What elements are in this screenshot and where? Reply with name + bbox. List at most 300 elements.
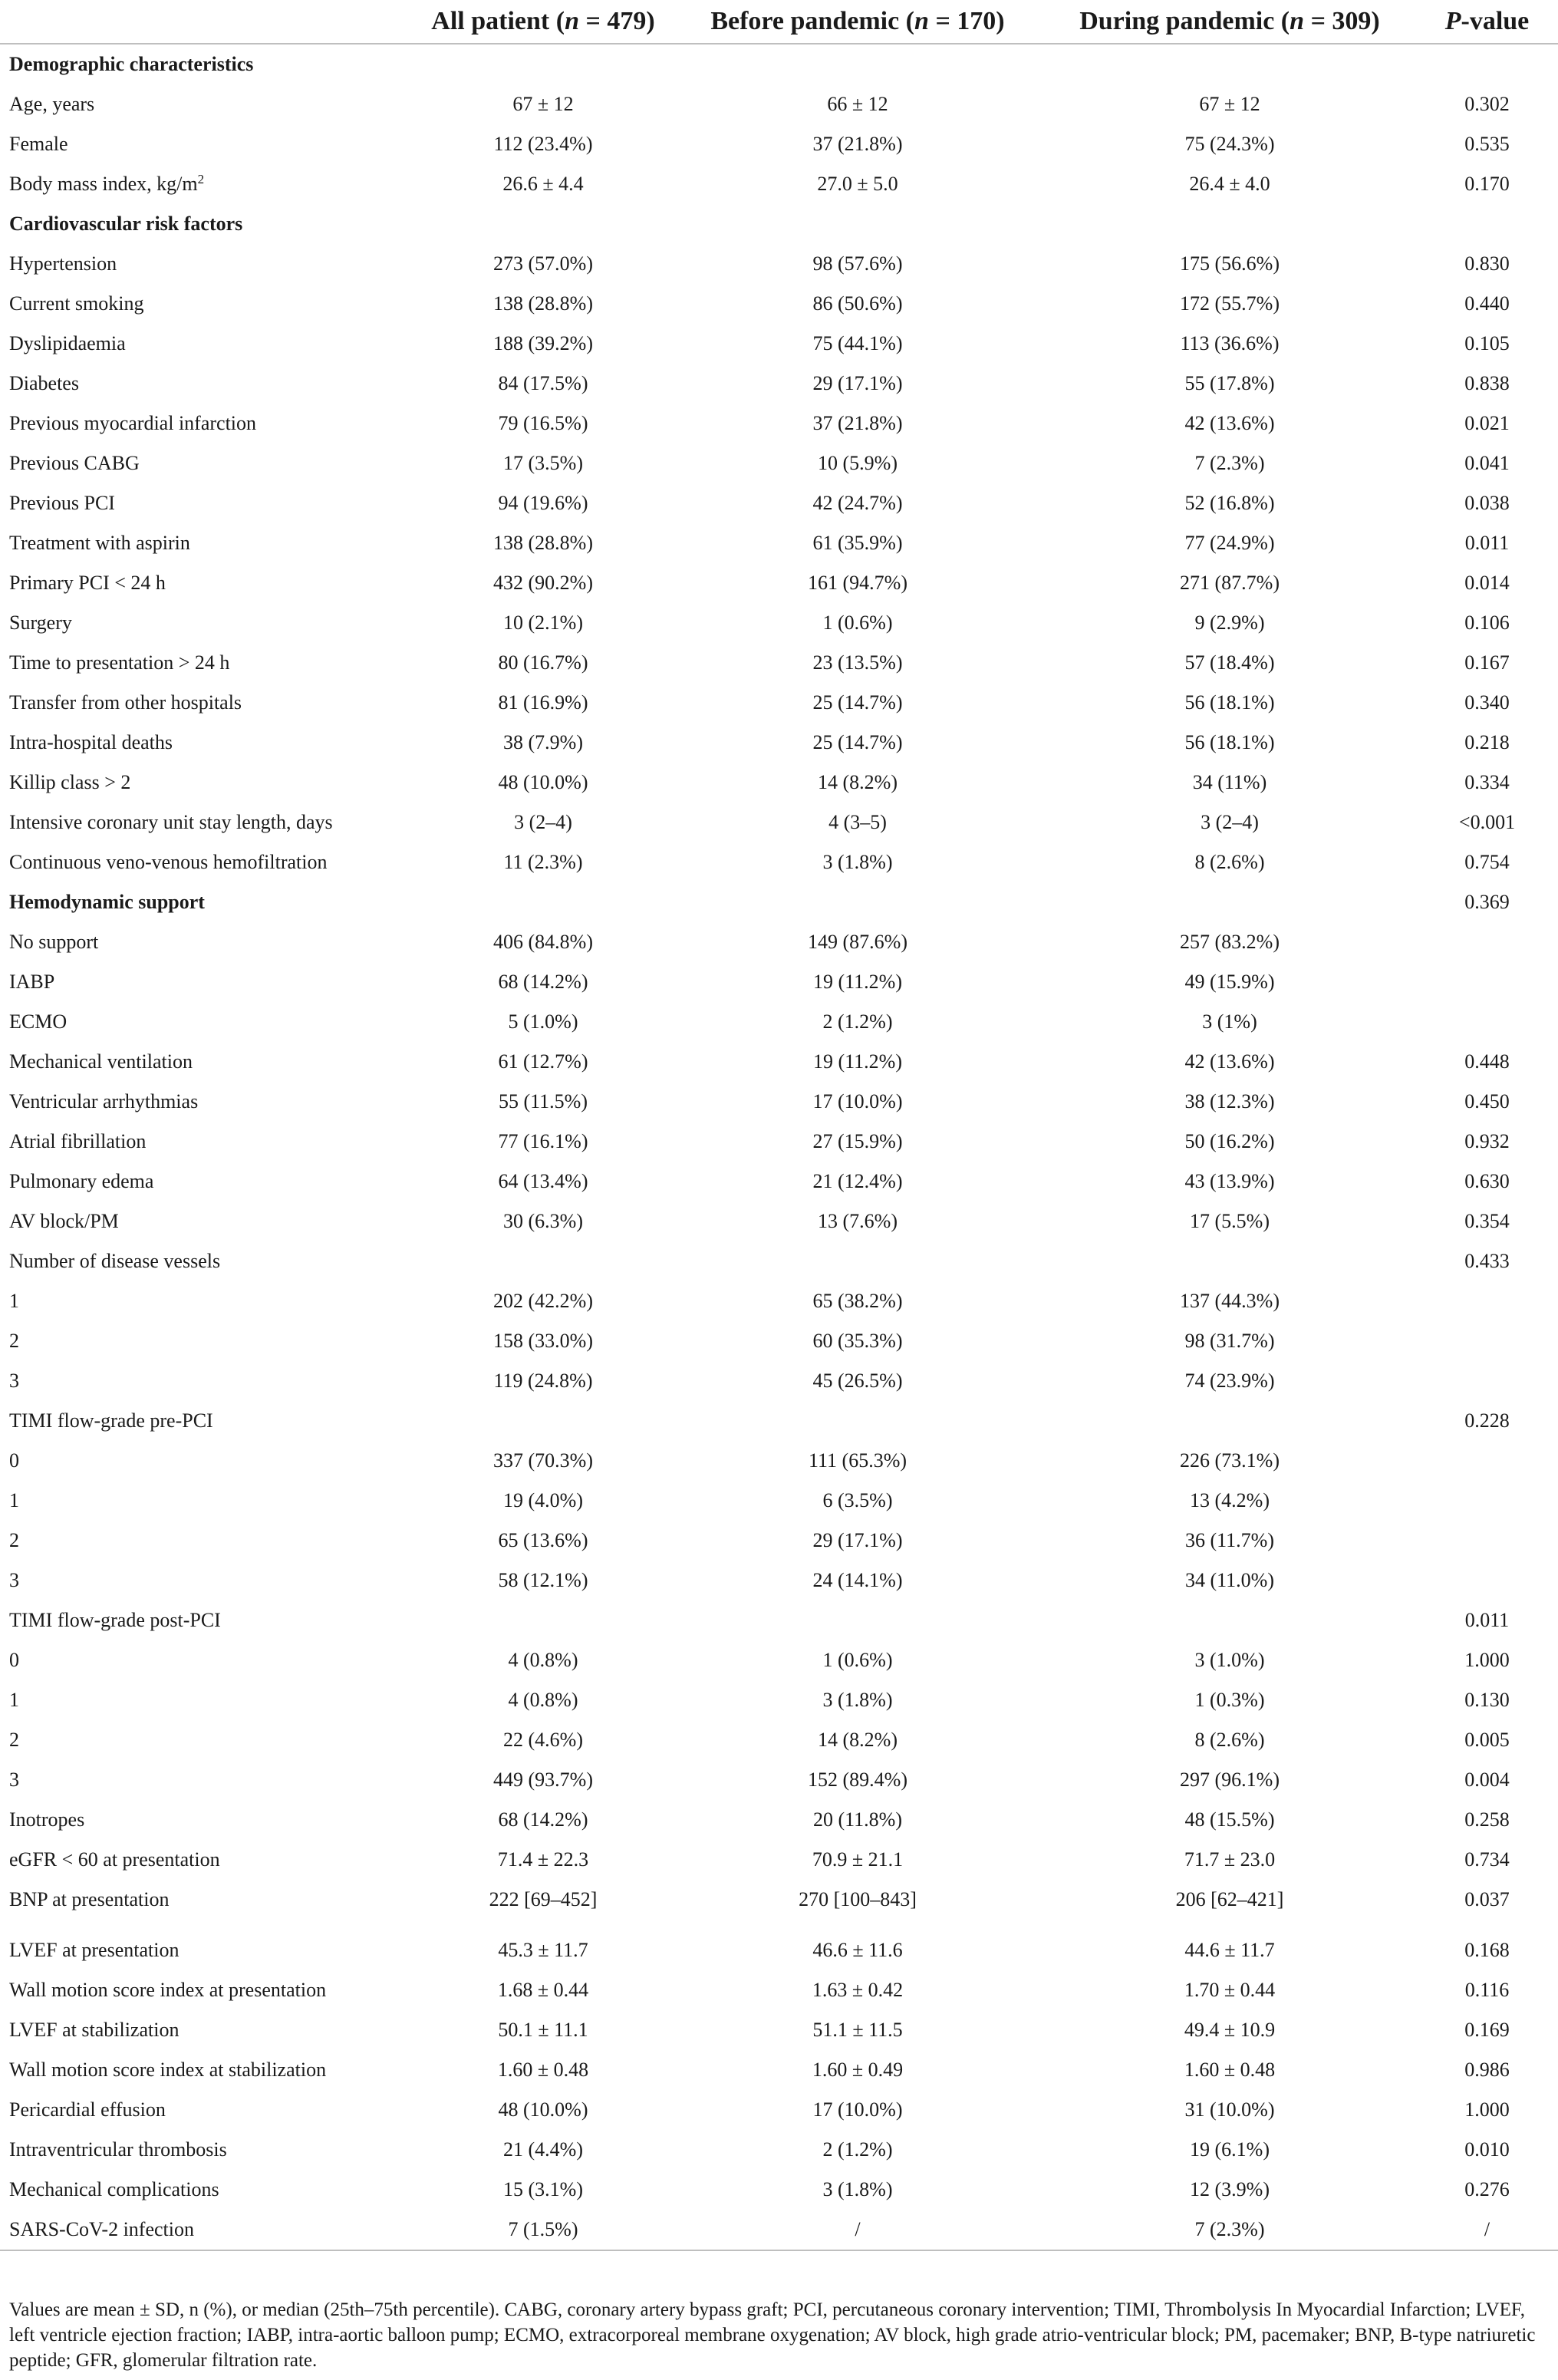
during-pandemic-value: 257 (83.2%)	[1180, 931, 1280, 953]
before-pandemic-value: 25 (14.7%)	[812, 691, 903, 714]
p-value: 0.169	[1464, 2019, 1510, 2041]
table-row	[0, 1840, 1558, 1880]
during-pandemic-value: 7 (2.3%)	[1194, 452, 1265, 474]
before-pandemic-value: 70.9 ± 21.1	[812, 1848, 904, 1871]
p-value: 0.228	[1464, 1409, 1510, 1432]
during-pandemic-value: 113 (36.6%)	[1180, 332, 1280, 354]
table-row	[0, 1760, 1558, 1800]
row-label	[0, 164, 414, 204]
table-row	[0, 1720, 1558, 1760]
during-pandemic-value: 226 (73.1%)	[1180, 1449, 1280, 1472]
during-pandemic-value: 172 (55.7%)	[1180, 292, 1280, 315]
before-pandemic-value: 20 (11.8%)	[812, 1808, 902, 1831]
row-label: Previous PCI	[9, 492, 115, 514]
before-pandemic-value: 98 (57.6%)	[812, 252, 903, 275]
during-pandemic-value: 57 (18.4%)	[1184, 651, 1275, 674]
before-pandemic-value: 61 (35.9%)	[812, 532, 903, 554]
table-row	[0, 1481, 1558, 1521]
p-value	[1416, 1441, 1558, 1481]
table-row	[0, 1281, 1558, 1321]
before-pandemic-value: 29 (17.1%)	[812, 372, 903, 394]
all-patient-value: 188 (39.2%)	[493, 332, 593, 354]
all-patient-value: 21 (4.4%)	[503, 2138, 583, 2161]
during-pandemic-value: 19 (6.1%)	[1190, 2138, 1270, 2161]
table-row	[0, 1122, 1558, 1162]
before-pandemic-value: /	[672, 2210, 1043, 2250]
row-label: Dyslipidaemia	[9, 332, 126, 354]
before-pandemic-value: 19 (11.2%)	[812, 971, 902, 993]
row-label: Demographic characteristics	[9, 53, 254, 75]
all-patient-value: 222 [69–452]	[489, 1888, 598, 1910]
all-patient-value: 11 (2.3%)	[503, 851, 583, 873]
row-label: Inotropes	[9, 1808, 85, 1831]
p-value: 0.440	[1464, 292, 1510, 315]
table-row	[0, 404, 1558, 443]
before-pandemic-value: 37 (21.8%)	[812, 133, 903, 155]
during-pandemic-value: 9 (2.9%)	[1194, 611, 1265, 634]
all-patient-value: 22 (4.6%)	[503, 1729, 583, 1751]
row-label: Treatment with aspirin	[9, 532, 190, 554]
row-label: Previous CABG	[9, 452, 140, 474]
all-patient-value: 449 (93.7%)	[493, 1769, 593, 1791]
during-pandemic-value: 3 (1.0%)	[1194, 1649, 1265, 1671]
before-pandemic-value: 24 (14.1%)	[812, 1569, 903, 1591]
all-patient-value: 61 (12.7%)	[498, 1050, 588, 1073]
row-label: Number of disease vessels	[9, 1250, 221, 1272]
during-pandemic-value: 48 (15.5%)	[1184, 1808, 1275, 1831]
before-pandemic-value: 21 (12.4%)	[812, 1170, 903, 1192]
p-value: 0.116	[1464, 1979, 1510, 2001]
p-value: 0.038	[1464, 492, 1510, 514]
during-pandemic-value: 42 (13.6%)	[1184, 1050, 1275, 1073]
during-pandemic-value: 17 (5.5%)	[1190, 1210, 1270, 1232]
all-patient-value: 19 (4.0%)	[503, 1489, 583, 1511]
before-pandemic-value	[672, 882, 1043, 922]
table-row	[0, 1241, 1558, 1281]
p-value: 0.168	[1464, 1939, 1510, 1961]
table-row	[0, 1970, 1558, 2010]
before-pandemic-value: 60 (35.3%)	[812, 1330, 903, 1352]
p-value: 0.450	[1464, 1090, 1510, 1113]
row-label: 0	[9, 1649, 19, 1671]
p-value: 1.000	[1464, 2098, 1510, 2121]
row-label: No support	[9, 931, 99, 953]
row-label: Atrial fibrillation	[9, 1130, 147, 1152]
before-pandemic-value: 37 (21.8%)	[812, 412, 903, 434]
p-value: 0.830	[1464, 252, 1510, 275]
all-patient-value: 79 (16.5%)	[498, 412, 588, 434]
all-patient-value: 1.60 ± 0.48	[497, 2059, 589, 2081]
table-row	[0, 523, 1558, 563]
before-pandemic-value	[672, 204, 1043, 244]
table-row	[0, 2210, 1558, 2250]
row-label: AV block/PM	[9, 1210, 119, 1232]
row-label: 2	[9, 1729, 19, 1751]
before-pandemic-value: 17 (10.0%)	[812, 2098, 903, 2121]
p-value	[1416, 1002, 1558, 1042]
p-value: 0.010	[1464, 2138, 1510, 2161]
row-label: Previous myocardial infarction	[9, 412, 257, 434]
during-pandemic-value: 38 (12.3%)	[1184, 1090, 1275, 1113]
all-patient-value: 4 (0.8%)	[508, 1689, 578, 1711]
row-label: Intraventricular thrombosis	[9, 2138, 227, 2161]
before-pandemic-value: 152 (89.4%)	[808, 1769, 907, 1791]
p-value	[1416, 1281, 1558, 1321]
during-pandemic-value: 34 (11.0%)	[1184, 1569, 1274, 1591]
table-row	[0, 603, 1558, 643]
p-value: 0.838	[1464, 372, 1510, 394]
during-pandemic-value	[1043, 1600, 1416, 1640]
before-pandemic-value: 3 (1.8%)	[822, 2178, 893, 2200]
table-row	[0, 1202, 1558, 1241]
table-row	[0, 1361, 1558, 1401]
during-pandemic-value: 137 (44.3%)	[1180, 1290, 1280, 1312]
table-row	[0, 164, 1558, 204]
before-pandemic-value: 65 (38.2%)	[812, 1290, 903, 1312]
all-patient-value: 202 (42.2%)	[493, 1290, 593, 1312]
table-row	[0, 124, 1558, 164]
table-row	[0, 1561, 1558, 1600]
during-pandemic-value: 49 (15.9%)	[1184, 971, 1275, 993]
header-all-patient	[414, 0, 672, 44]
table-row	[0, 364, 1558, 404]
before-pandemic-value: 2 (1.2%)	[822, 2138, 893, 2161]
all-patient-value: 15 (3.1%)	[503, 2178, 583, 2200]
before-pandemic-value: 27 (15.9%)	[812, 1130, 903, 1152]
during-pandemic-value: 77 (24.9%)	[1184, 532, 1275, 554]
row-label: Transfer from other hospitals	[9, 691, 242, 714]
before-pandemic-value: 1 (0.6%)	[822, 611, 893, 634]
before-pandemic-value: 1.60 ± 0.49	[812, 2059, 904, 2081]
row-label: Continuous veno-venous hemofiltration	[9, 851, 328, 873]
before-pandemic-value: 46.6 ± 11.6	[812, 1939, 903, 1961]
before-pandemic-value: 25 (14.7%)	[812, 731, 903, 753]
before-pandemic-value: 14 (8.2%)	[818, 1729, 898, 1751]
row-label: 3	[9, 1569, 19, 1591]
row-label: Intra-hospital deaths	[9, 731, 173, 753]
during-pandemic-value: 13 (4.2%)	[1190, 1489, 1270, 1511]
header-row	[0, 0, 1558, 44]
table-header	[0, 0, 1558, 44]
p-value: 0.004	[1464, 1769, 1510, 1791]
all-patient-value: 68 (14.2%)	[498, 971, 588, 993]
row-label: TIMI flow-grade post-PCI	[9, 1609, 221, 1631]
table-row	[0, 2090, 1558, 2130]
table-row	[0, 1640, 1558, 1680]
all-patient-value: 81 (16.9%)	[498, 691, 588, 714]
all-patient-value: 48 (10.0%)	[498, 2098, 588, 2121]
row-label: 1	[9, 1489, 19, 1511]
during-pandemic-value: 56 (18.1%)	[1184, 691, 1275, 714]
table-row	[0, 1441, 1558, 1481]
table-row	[0, 763, 1558, 803]
table-row	[0, 443, 1558, 483]
p-value: 1.000	[1464, 1649, 1510, 1671]
table-footnote: Values are mean ± SD, n (%), or median (25th–75th percentile). CABG, coronary artery bypass graft; PCI, percutaneous coronary intervention; TIMI, Thrombolysis In Myocardial Infarction; LVEF, left ventricle ejection fraction; IABP, intra-aortic balloon pump; ECMO, extracorporeal membrane oxygenation; AV block, high grade atrio-ventricular block; PM, pacemaker; BNP, B-type natriuretic peptide; GFR, glomerular filtration rate.	[9, 2299, 1536, 2371]
bmi-unit-superscript: 2	[197, 172, 205, 186]
header-during-pandemic-n: n	[1290, 7, 1305, 35]
before-pandemic-value: 111 (65.3%)	[808, 1449, 907, 1472]
row-label: IABP	[9, 971, 55, 993]
during-pandemic-value: 26.4 ± 4.0	[1189, 173, 1270, 195]
p-value	[1416, 1481, 1558, 1521]
all-patient-value: 38 (7.9%)	[503, 731, 583, 753]
p-value: 0.011	[1464, 532, 1510, 554]
bmi-label-text: Body mass index, kg/m	[9, 173, 198, 195]
header-all-patient-text: All patient (	[431, 7, 565, 35]
before-pandemic-value: 3 (1.8%)	[822, 1689, 893, 1711]
during-pandemic-value: 55 (17.8%)	[1184, 372, 1275, 394]
during-pandemic-value: 1.70 ± 0.44	[1184, 1979, 1276, 2001]
header-p-value-text: -value	[1461, 7, 1530, 35]
row-label: 2	[9, 1330, 19, 1352]
p-value: 0.037	[1464, 1888, 1510, 1910]
all-patient-value: 158 (33.0%)	[493, 1330, 593, 1352]
row-label: eGFR < 60 at presentation	[9, 1848, 220, 1871]
p-value: 0.021	[1464, 412, 1510, 434]
all-patient-value	[414, 204, 672, 244]
during-pandemic-value: 12 (3.9%)	[1190, 2178, 1270, 2200]
before-pandemic-value	[672, 1241, 1043, 1281]
table-row	[0, 922, 1558, 962]
p-value: 0.433	[1464, 1250, 1510, 1272]
all-patient-value: 50.1 ± 11.1	[498, 2019, 588, 2041]
row-label: 1	[9, 1689, 19, 1711]
p-value: 0.369	[1464, 891, 1510, 913]
p-value: 0.734	[1464, 1848, 1510, 1871]
row-label: Diabetes	[9, 372, 79, 394]
all-patient-value: 5 (1.0%)	[508, 1010, 578, 1033]
all-patient-value: 45.3 ± 11.7	[498, 1939, 588, 1961]
all-patient-value: 17 (3.5%)	[503, 452, 583, 474]
during-pandemic-value: 49.4 ± 10.9	[1184, 2019, 1276, 2041]
before-pandemic-value	[672, 44, 1043, 84]
p-value: 0.011	[1464, 1609, 1510, 1631]
p-value: 0.932	[1464, 1130, 1510, 1152]
p-value: 0.302	[1464, 93, 1510, 115]
before-pandemic-value: 2 (1.2%)	[822, 1010, 893, 1033]
p-value: 0.218	[1464, 731, 1510, 753]
during-pandemic-value: 3 (1%)	[1202, 1010, 1257, 1033]
before-pandemic-value: 17 (10.0%)	[812, 1090, 903, 1113]
row-label: Primary PCI < 24 h	[9, 572, 166, 594]
all-patient-value: 7 (1.5%)	[414, 2210, 672, 2250]
table-row	[0, 2050, 1558, 2090]
p-value: 0.630	[1464, 1170, 1510, 1192]
row-label: LVEF at presentation	[9, 1939, 180, 1961]
table-row	[0, 204, 1558, 244]
p-value	[1416, 1361, 1558, 1401]
during-pandemic-value: 7 (2.3%)	[1043, 2210, 1416, 2250]
table-row	[0, 1002, 1558, 1042]
before-pandemic-value: 23 (13.5%)	[812, 651, 903, 674]
during-pandemic-value	[1043, 1401, 1416, 1441]
header-all-patient-n: n	[565, 7, 579, 35]
before-pandemic-value: 75 (44.1%)	[812, 332, 903, 354]
p-value: 0.041	[1464, 452, 1510, 474]
table-row	[0, 1321, 1558, 1361]
during-pandemic-value: 8 (2.6%)	[1194, 1729, 1265, 1751]
p-value: 0.105	[1464, 332, 1510, 354]
all-patient-value: 71.4 ± 22.3	[497, 1848, 589, 1871]
all-patient-value: 273 (57.0%)	[493, 252, 593, 275]
row-label: Cardiovascular risk factors	[9, 213, 243, 235]
before-pandemic-value: 14 (8.2%)	[818, 771, 898, 793]
all-patient-value: 84 (17.5%)	[498, 372, 588, 394]
p-value	[1416, 204, 1558, 244]
row-label: Age, years	[9, 93, 95, 115]
table-row	[0, 962, 1558, 1002]
during-pandemic-value: 43 (13.9%)	[1184, 1170, 1275, 1192]
header-characteristic	[0, 0, 414, 44]
table-row	[0, 1600, 1558, 1640]
before-pandemic-value: 51.1 ± 11.5	[812, 2019, 903, 2041]
all-patient-value: 10 (2.1%)	[503, 611, 583, 634]
before-pandemic-value: 3 (1.8%)	[822, 851, 893, 873]
row-label: Intensive coronary unit stay length, days	[9, 811, 333, 833]
table-row	[0, 2130, 1558, 2170]
table-row	[0, 803, 1558, 842]
p-value	[1416, 1521, 1558, 1561]
p-value: <0.001	[1458, 811, 1516, 833]
table-row	[0, 683, 1558, 723]
during-pandemic-value: 71.7 ± 23.0	[1184, 1848, 1276, 1871]
all-patient-value: 58 (12.1%)	[498, 1569, 588, 1591]
all-patient-value: 64 (13.4%)	[498, 1170, 588, 1192]
before-pandemic-value: 270 [100–843]	[799, 1888, 917, 1910]
table-row	[0, 1162, 1558, 1202]
header-during-pandemic-count: = 309)	[1304, 7, 1380, 35]
table-row	[0, 1521, 1558, 1561]
during-pandemic-value: 75 (24.3%)	[1184, 133, 1275, 155]
p-value: 0.535	[1464, 133, 1510, 155]
all-patient-value: 3 (2–4)	[514, 811, 572, 833]
during-pandemic-value: 67 ± 12	[1199, 93, 1260, 115]
p-value: 0.106	[1464, 611, 1510, 634]
table-row	[0, 1042, 1558, 1082]
before-pandemic-value: 1.63 ± 0.42	[812, 1979, 904, 2001]
during-pandemic-value: 74 (23.9%)	[1184, 1370, 1275, 1392]
before-pandemic-value: 45 (26.5%)	[812, 1370, 903, 1392]
row-label: SARS-CoV-2 infection	[0, 2210, 414, 2250]
table-row	[0, 44, 1558, 84]
all-patient-value: 67 ± 12	[512, 93, 574, 115]
table-row	[0, 1920, 1558, 1970]
row-label: Female	[9, 133, 68, 155]
all-patient-value: 80 (16.7%)	[498, 651, 588, 674]
table-row	[0, 1880, 1558, 1920]
all-patient-value	[414, 882, 672, 922]
during-pandemic-value: 8 (2.6%)	[1194, 851, 1265, 873]
row-label: TIMI flow-grade pre-PCI	[9, 1409, 213, 1432]
row-label: Current smoking	[9, 292, 144, 315]
all-patient-value: 1.68 ± 0.44	[497, 1979, 589, 2001]
p-value	[1416, 1321, 1558, 1361]
row-label: Mechanical ventilation	[9, 1050, 193, 1073]
header-p-letter: P	[1444, 7, 1461, 35]
all-patient-value	[414, 1401, 672, 1441]
p-value: 0.258	[1464, 1808, 1510, 1831]
during-pandemic-value: 31 (10.0%)	[1184, 2098, 1275, 2121]
during-pandemic-value: 175 (56.6%)	[1180, 252, 1280, 275]
before-pandemic-value: 13 (7.6%)	[818, 1210, 898, 1232]
table-body	[0, 44, 1558, 2250]
before-pandemic-value	[672, 1600, 1043, 1640]
table-row	[0, 1680, 1558, 1720]
all-patient-value	[414, 1241, 672, 1281]
all-patient-value: 119 (24.8%)	[493, 1370, 593, 1392]
all-patient-value: 94 (19.6%)	[498, 492, 588, 514]
all-patient-value	[414, 44, 672, 84]
before-pandemic-value: 161 (94.7%)	[808, 572, 907, 594]
all-patient-value: 30 (6.3%)	[503, 1210, 583, 1232]
p-value	[1416, 922, 1558, 962]
p-value: 0.276	[1464, 2178, 1510, 2200]
header-before-pandemic-text: Before pandemic (	[710, 7, 915, 35]
header-during-pandemic-text: During pandemic (	[1079, 7, 1290, 35]
during-pandemic-value	[1043, 882, 1416, 922]
before-pandemic-value: 66 ± 12	[827, 93, 888, 115]
p-value	[1416, 1561, 1558, 1600]
row-label: Killip class > 2	[9, 771, 131, 793]
row-label: Hypertension	[9, 252, 117, 275]
p-value: 0.986	[1464, 2059, 1510, 2081]
row-label: 2	[9, 1529, 19, 1551]
all-patient-value: 432 (90.2%)	[493, 572, 593, 594]
p-value: 0.354	[1464, 1210, 1510, 1232]
table-row	[0, 1800, 1558, 1840]
header-before-pandemic-n: n	[914, 7, 929, 35]
during-pandemic-value: 34 (11%)	[1192, 771, 1267, 793]
p-value: /	[1416, 2210, 1558, 2250]
during-pandemic-value: 50 (16.2%)	[1184, 1130, 1275, 1152]
during-pandemic-value	[1043, 1241, 1416, 1281]
p-value: 0.130	[1464, 1689, 1510, 1711]
header-before-pandemic-count: = 170)	[928, 7, 1005, 35]
all-patient-value: 77 (16.1%)	[498, 1130, 588, 1152]
during-pandemic-value: 52 (16.8%)	[1184, 492, 1275, 514]
all-patient-value: 138 (28.8%)	[493, 292, 593, 315]
before-pandemic-value: 19 (11.2%)	[812, 1050, 902, 1073]
table-row	[0, 1082, 1558, 1122]
row-label: Time to presentation > 24 h	[9, 651, 230, 674]
header-all-patient-count: = 479)	[579, 7, 655, 35]
during-pandemic-value: 36 (11.7%)	[1184, 1529, 1274, 1551]
before-pandemic-value: 86 (50.6%)	[812, 292, 903, 315]
row-label: BNP at presentation	[9, 1888, 170, 1910]
before-pandemic-value: 42 (24.7%)	[812, 492, 903, 514]
during-pandemic-value: 98 (31.7%)	[1184, 1330, 1275, 1352]
all-patient-value: 4 (0.8%)	[508, 1649, 578, 1671]
header-p-value	[1416, 0, 1558, 44]
row-label: 3	[9, 1370, 19, 1392]
table-row	[0, 1401, 1558, 1441]
during-pandemic-value: 44.6 ± 11.7	[1184, 1939, 1275, 1961]
during-pandemic-value: 56 (18.1%)	[1184, 731, 1275, 753]
p-value: 0.014	[1464, 572, 1510, 594]
p-value: 0.167	[1464, 651, 1510, 674]
table-row	[0, 643, 1558, 683]
row-label: ECMO	[9, 1010, 68, 1033]
before-pandemic-value: 4 (3–5)	[828, 811, 887, 833]
during-pandemic-value	[1043, 204, 1416, 244]
during-pandemic-value: 3 (2–4)	[1201, 811, 1259, 833]
before-pandemic-value: 27.0 ± 5.0	[817, 173, 898, 195]
p-value: 0.334	[1464, 771, 1510, 793]
table-row	[0, 244, 1558, 284]
row-label: Surgery	[9, 611, 72, 634]
before-pandemic-value: 10 (5.9%)	[818, 452, 898, 474]
